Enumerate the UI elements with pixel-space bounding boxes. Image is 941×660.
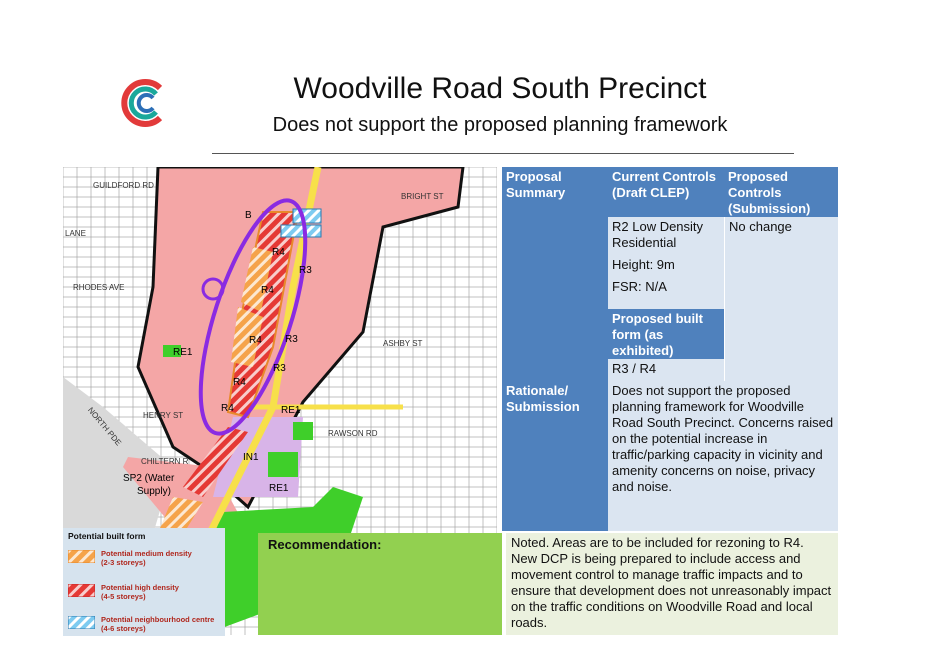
- street-label: RHODES AVE: [73, 283, 125, 292]
- legend-label: Potential high density: [101, 583, 179, 592]
- zone-label: R4: [272, 247, 285, 258]
- legend-label: Potential neighbourhood centre: [101, 615, 215, 624]
- street-label: ASHBY ST: [383, 339, 423, 348]
- page-subtitle: Does not support the proposed planning framework: [272, 114, 728, 136]
- zone-label: R3: [273, 363, 286, 374]
- zone-label: R4: [249, 335, 262, 346]
- zone-label: RE1: [281, 405, 301, 416]
- street-label: LANE: [65, 229, 86, 238]
- street-label: NORTH PDE: [85, 405, 124, 448]
- zone-label: R3: [299, 265, 312, 276]
- title-divider: [212, 153, 794, 154]
- council-logo: [120, 76, 170, 130]
- proposal-summary-header: Proposal Summary: [502, 167, 608, 381]
- legend-sub: (2-3 storeys): [101, 558, 146, 567]
- current-zone: R2 Low Density Residential: [612, 219, 704, 250]
- recommendation-text: Noted. Areas are to be included for rezoning to R4. New DCP is being prepared to include access and movement control to manage traffic impacts and to ensure that development does not unreasonably impact on the traffic conditions on Woodville Road and local roads.: [506, 533, 838, 635]
- legend-label: Potential medium density: [101, 549, 192, 558]
- neighbourhood-centre-swatch: [68, 616, 95, 629]
- street-label: BRIGHT ST: [401, 192, 444, 201]
- page-title: Woodville Road South Precinct: [293, 72, 707, 105]
- street-label: GUILDFORD RD: [93, 181, 154, 190]
- recommendation-header: Recommendation:: [258, 533, 502, 635]
- zone-label: R4: [221, 403, 234, 414]
- high-density-swatch: [68, 584, 95, 597]
- zone-label: RE1: [269, 483, 289, 494]
- medium-density-swatch: [68, 550, 95, 563]
- zone-label: SP2 (Water: [123, 473, 175, 484]
- street-label: RAWSON RD: [328, 429, 378, 438]
- zone-label: IN1: [243, 452, 259, 463]
- rationale-header: Rationale/ Submission: [502, 381, 608, 531]
- zone-label: R4: [261, 285, 274, 296]
- legend-sub: (4-5 storeys): [101, 592, 146, 601]
- zone-label: Supply): [137, 486, 171, 497]
- current-controls-cell: [608, 217, 724, 309]
- zone-label: R3: [285, 334, 298, 345]
- street-label: CHILTERN R: [141, 457, 189, 466]
- built-form-header: Proposed built form (as exhibited): [608, 309, 724, 359]
- proposed-change-cell: No change: [724, 217, 838, 381]
- height-control: Height: 9m: [612, 257, 675, 272]
- map-legend: [63, 528, 225, 636]
- rationale-text: Does not support the proposed planning framework for Woodville Road South Precinct. Concerns raised on the potential increase in traffic/parking capacity in vicinity and amenity concerns on noise, privacy and noise.: [608, 381, 838, 531]
- built-form-value: R3 / R4: [608, 359, 724, 381]
- fsr-control: FSR: N/A: [612, 279, 667, 294]
- legend-sub: (4-6 storeys): [101, 624, 146, 633]
- current-controls-header: Current Controls (Draft CLEP): [608, 167, 724, 217]
- proposed-controls-header: Proposed Controls (Submission): [724, 167, 838, 217]
- street-label: HENRY ST: [143, 411, 184, 420]
- zone-label: R4: [233, 377, 246, 388]
- zone-label: RE1: [173, 347, 193, 358]
- zone-label: B: [245, 210, 252, 221]
- legend-title: Potential built form: [68, 531, 146, 541]
